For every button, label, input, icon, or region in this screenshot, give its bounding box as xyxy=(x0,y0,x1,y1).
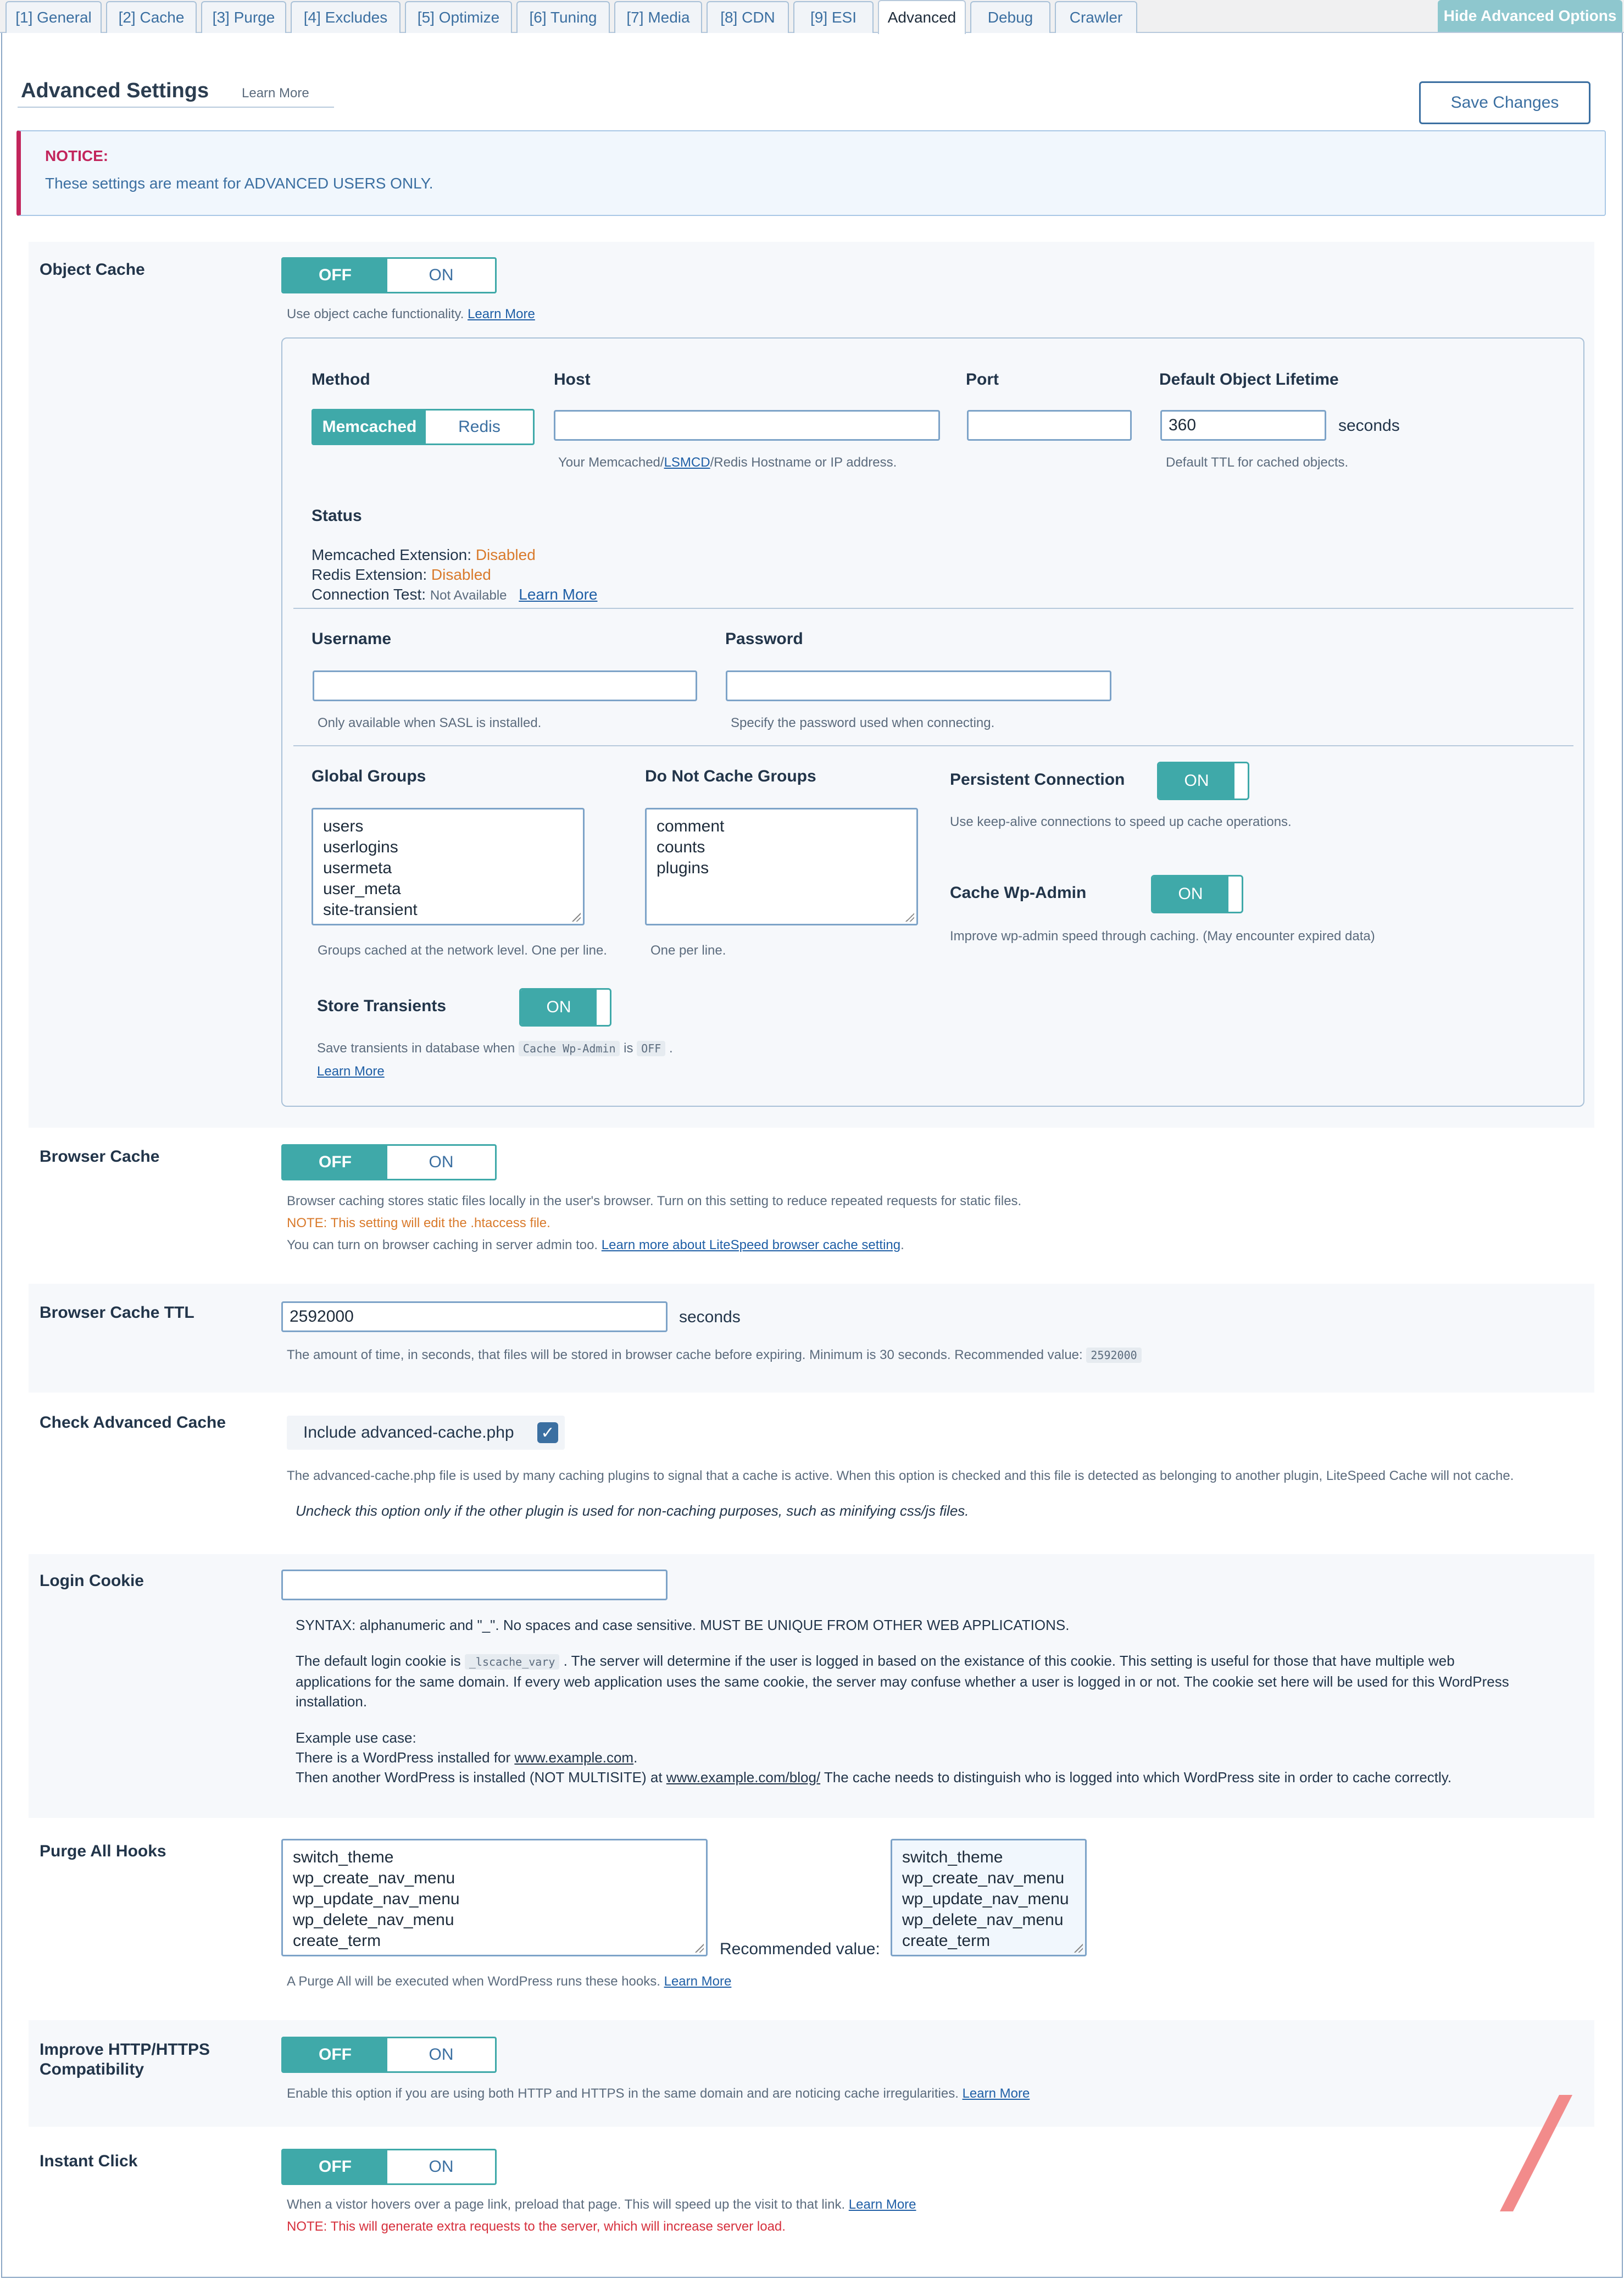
password-desc: Specify the password used when connecting. xyxy=(731,716,995,730)
browser-cache-desc: Browser caching stores static files locally in the user's browser. Turn on this setting to reduce repeated requests for static files. xyxy=(287,1194,1022,1208)
switch-on[interactable]: ON xyxy=(1153,877,1228,912)
purge-hooks-desc: A Purge All will be executed when WordPress runs these hooks. Learn More xyxy=(287,1974,732,1989)
toggle-off[interactable]: OFF xyxy=(283,2038,387,2071)
login-cookie-label: Login Cookie xyxy=(40,1572,144,1590)
toggle-on[interactable]: ON xyxy=(429,2045,454,2064)
toggle-off[interactable]: OFF xyxy=(283,2150,387,2183)
tab-cdn[interactable]: [8] CDN xyxy=(707,1,789,33)
tab-advanced[interactable]: Advanced xyxy=(878,0,966,34)
lifetime-input[interactable]: 360 xyxy=(1160,410,1326,441)
switch-on[interactable]: ON xyxy=(1159,763,1234,799)
tab-optimize[interactable]: [5] Optimize xyxy=(405,1,512,33)
browser-cache-server-desc: You can turn on browser caching in server admin too. Learn more about LiteSpeed browser cache setting. xyxy=(287,1238,904,1252)
browser-cache-note: NOTE: This setting will edit the .htaccess file. xyxy=(287,1216,550,1230)
cache-wp-admin-desc: Improve wp-admin speed through caching. (May encounter expired data) xyxy=(950,929,1375,944)
global-groups-textarea[interactable]: users userlogins usermeta user_meta site-transient xyxy=(312,808,585,925)
divider xyxy=(293,745,1573,746)
notice-label: NOTICE: xyxy=(45,147,109,164)
port-label: Port xyxy=(966,370,999,389)
lifetime-desc: Default TTL for cached objects. xyxy=(1166,455,1349,470)
browser-cache-learn-more[interactable]: Learn more about LiteSpeed browser cache setting xyxy=(601,1238,901,1252)
method-redis[interactable]: Redis xyxy=(458,418,500,436)
persistent-connection-switch[interactable] xyxy=(1157,762,1249,800)
login-cookie-explanation: The default login cookie is _lscache_vary . The server will determine if the user is logged in based on the existance of this cookie. This setting is useful for those that have multiple web applications for the same domain. If every web application uses the same cookie, the server may confuse whether a user is logged in or not. The cookie set here will be used for this WordPress installation. xyxy=(296,1653,1509,1710)
lifetime-unit: seconds xyxy=(1338,417,1400,435)
instant-click-toggle[interactable] xyxy=(281,2149,497,2185)
advanced-cache-desc: The advanced-cache.php file is used by many caching plugins to signal that a cache is active. When this option is checked and this file is detected as belonging to another plugin, LiteSpeed Cache will not cache. xyxy=(287,1468,1514,1483)
tab-cache[interactable]: [2] Cache xyxy=(106,1,197,33)
title-underline xyxy=(18,107,334,108)
notice-text: These settings are meant for ADVANCED USERS ONLY. xyxy=(45,175,433,192)
do-not-cache-groups-textarea[interactable]: comment counts plugins xyxy=(645,808,918,925)
method-toggle[interactable] xyxy=(312,409,535,445)
connection-learn-more[interactable]: Learn More xyxy=(519,586,598,603)
password-input[interactable] xyxy=(726,670,1111,701)
resize-handle[interactable] xyxy=(572,913,581,922)
tab-purge[interactable]: [3] Purge xyxy=(201,1,286,33)
page-title: Advanced Settings xyxy=(21,79,209,102)
purge-hooks-textarea[interactable]: switch_theme wp_create_nav_menu wp_update_nav_menu wp_delete_nav_menu create_term xyxy=(281,1839,708,1956)
cache-wp-admin-switch[interactable] xyxy=(1151,875,1243,913)
cache-wp-admin-label: Cache Wp-Admin xyxy=(950,884,1087,902)
global-groups-label: Global Groups xyxy=(312,767,426,785)
hide-advanced-options-button[interactable]: Hide Advanced Options xyxy=(1438,0,1622,32)
http-compat-desc: Enable this option if you are using both HTTP and HTTPS in the same domain and are noticing cache irregularities. Learn More xyxy=(287,2086,1030,2101)
store-transients-switch[interactable] xyxy=(519,988,611,1027)
divider xyxy=(293,608,1573,609)
login-cookie-input[interactable] xyxy=(281,1570,668,1600)
toggle-off[interactable]: OFF xyxy=(283,1146,387,1179)
instant-click-desc: When a vistor hovers over a page link, preload that page. This will speed up the visit to that link. Learn More xyxy=(287,2197,916,2212)
http-compat-label: Improve HTTP/HTTPS Compatibility xyxy=(40,2040,210,2078)
example-link[interactable]: www.example.com xyxy=(514,1749,634,1766)
browser-cache-ttl-desc: The amount of time, in seconds, that files will be stored in browser cache before expiring. Minimum is 30 seconds. Recommended value: 2592000 xyxy=(287,1348,1142,1363)
method-label: Method xyxy=(312,370,370,389)
lifetime-label: Default Object Lifetime xyxy=(1159,370,1339,389)
instant-click-note: NOTE: This will generate extra requests to the server, which will increase server load. xyxy=(287,2219,786,2234)
tab-crawler[interactable]: Crawler xyxy=(1055,1,1137,33)
tab-tuning[interactable]: [6] Tuning xyxy=(516,1,610,33)
toggle-on[interactable]: ON xyxy=(429,266,454,284)
browser-cache-ttl-section xyxy=(29,1284,1594,1393)
switch-on[interactable]: ON xyxy=(521,990,597,1025)
save-changes-button[interactable]: Save Changes xyxy=(1419,81,1590,124)
store-transients-label: Store Transients xyxy=(317,997,447,1015)
login-cookie-syntax: SYNTAX: alphanumeric and "_". No spaces and case sensitive. MUST BE UNIQUE FROM OTHER WEB APPLICATIONS. xyxy=(296,1617,1070,1633)
tab-excludes[interactable]: [4] Excludes xyxy=(291,1,401,33)
decorative-slash-mark xyxy=(1494,2094,1577,2215)
toggle-on[interactable]: ON xyxy=(429,2158,454,2176)
purge-hooks-recommended-textarea[interactable]: switch_theme wp_create_nav_menu wp_update_nav_menu wp_delete_nav_menu create_term xyxy=(891,1839,1087,1956)
tab-debug[interactable]: Debug xyxy=(970,1,1050,33)
browser-cache-ttl-label: Browser Cache TTL xyxy=(40,1304,194,1322)
object-cache-toggle[interactable] xyxy=(281,257,497,293)
browser-cache-label: Browser Cache xyxy=(40,1147,160,1166)
tab-esi[interactable]: [9] ESI xyxy=(793,1,874,33)
tab-media[interactable]: [7] Media xyxy=(614,1,702,33)
method-memcached[interactable]: Memcached xyxy=(313,411,426,443)
browser-cache-ttl-unit: seconds xyxy=(679,1308,741,1326)
host-input[interactable] xyxy=(554,410,940,441)
check-advanced-cache-label: Check Advanced Cache xyxy=(40,1413,226,1432)
connection-test: Connection Test: Not Available Learn More xyxy=(312,586,598,603)
object-cache-label: Object Cache xyxy=(40,260,145,279)
advanced-cache-checkbox-label: Include advanced-cache.php xyxy=(303,1423,514,1441)
notice-box xyxy=(16,130,1606,216)
resize-handle[interactable] xyxy=(905,913,914,922)
resize-handle[interactable] xyxy=(1074,1944,1083,1953)
header-learn-more-link[interactable]: Learn More xyxy=(242,86,309,101)
object-cache-desc: Use object cache functionality. Learn More xyxy=(287,307,535,321)
purge-all-hooks-label: Purge All Hooks xyxy=(40,1842,166,1860)
memcached-status: Memcached Extension: Disabled xyxy=(312,546,536,563)
persistent-connection-label: Persistent Connection xyxy=(950,770,1125,789)
do-not-cache-groups-desc: One per line. xyxy=(650,943,726,958)
memcached-status-value: Disabled xyxy=(475,546,536,563)
browser-cache-toggle[interactable] xyxy=(281,1144,497,1180)
persistent-connection-desc: Use keep-alive connections to speed up cache operations. xyxy=(950,814,1292,829)
browser-cache-ttl-input[interactable]: 2592000 xyxy=(281,1301,668,1332)
purge-hooks-learn-more[interactable]: Learn More xyxy=(664,1974,732,1989)
host-desc: Your Memcached/LSMCD/Redis Hostname or IP address. xyxy=(558,455,897,470)
recommended-value-label: Recommended value: xyxy=(720,1940,880,1958)
redis-status-value: Disabled xyxy=(431,566,491,583)
advanced-cache-italic-note: Uncheck this option only if the other plugin is used for non-caching purposes, such as minifying css/js files. xyxy=(296,1502,969,1519)
password-label: Password xyxy=(725,630,803,648)
advanced-cache-checkbox[interactable]: ✓ xyxy=(537,1422,558,1443)
instant-click-label: Instant Click xyxy=(40,2152,138,2170)
status-label: Status xyxy=(312,507,362,525)
tab-general[interactable]: [1] General xyxy=(5,1,102,33)
redis-status: Redis Extension: Disabled xyxy=(312,566,491,583)
instant-click-learn-more[interactable]: Learn More xyxy=(848,2197,916,2212)
http-compat-section xyxy=(29,2020,1594,2127)
example-blog-link[interactable]: www.example.com/blog/ xyxy=(666,1769,821,1786)
store-transients-learn-more[interactable]: Learn More xyxy=(317,1064,385,1079)
http-compat-toggle[interactable] xyxy=(281,2037,497,2073)
do-not-cache-groups-label: Do Not Cache Groups xyxy=(645,767,816,785)
http-compat-learn-more[interactable]: Learn More xyxy=(962,2086,1030,2101)
port-input[interactable] xyxy=(967,410,1132,441)
username-input[interactable] xyxy=(313,670,697,701)
username-desc: Only available when SASL is installed. xyxy=(318,716,542,730)
host-label: Host xyxy=(554,370,591,389)
login-cookie-example: Example use case: There is a WordPress installed for www.example.com. Then another WordPress is installed (NOT MULTISITE) at www.example.com/blog/ The cache needs to distinguish who is logged into which WordPress site in order to cache correctly. xyxy=(296,1729,1452,1786)
store-transients-desc: Save transients in database when Cache Wp-Admin is OFF . xyxy=(317,1041,673,1056)
toggle-on[interactable]: ON xyxy=(429,1153,454,1171)
global-groups-desc: Groups cached at the network level. One per line. xyxy=(318,943,607,958)
username-label: Username xyxy=(312,630,392,648)
toggle-off[interactable]: OFF xyxy=(283,259,387,292)
lsmcd-link[interactable]: LSMCD xyxy=(664,455,710,470)
resize-handle[interactable] xyxy=(695,1944,704,1953)
object-cache-learn-more[interactable]: Learn More xyxy=(468,307,535,321)
